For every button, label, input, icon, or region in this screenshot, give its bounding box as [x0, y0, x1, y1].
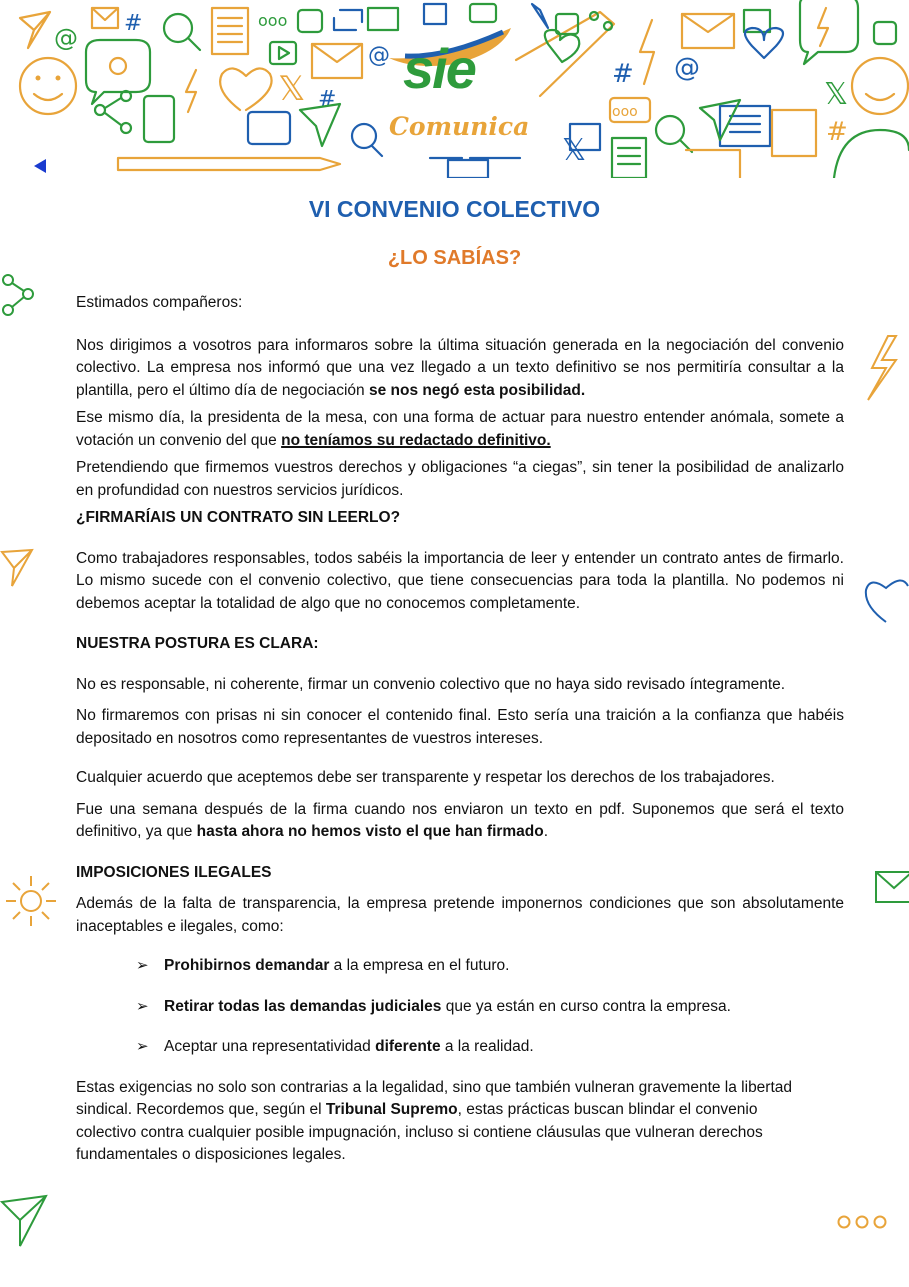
document-body [76, 292, 844, 1167]
svg-text:#: # [612, 59, 634, 89]
heading-posture: NUESTRA POSTURA ES CLARA: [76, 635, 319, 652]
paper-plane-bottom-icon [0, 1194, 48, 1250]
svg-text:#: # [826, 117, 848, 147]
paper-plane-deco-icon [0, 548, 36, 588]
svg-text:𝕏: 𝕏 [824, 77, 849, 112]
greeting: Estimados compañeros: [76, 294, 243, 311]
arrow-bullet-icon: ➢ [136, 957, 149, 974]
envelope-deco-icon [874, 870, 909, 906]
arrow-bullet-icon: ➢ [136, 1038, 149, 1055]
heart-deco-icon [862, 572, 909, 628]
paragraph-2: Ese mismo día, la presidenta de la mesa, con una forma de actuar para nuestro entender anómala, somete a votación un convenio del que no teníamos su redactado definitivo. [76, 409, 844, 449]
paragraph-10: Estas exigencias no solo son contrarias a la legalidad, sino que también vulneran gravemente la libertad sindical. Recordemos que, según el Tribunal Supremo, estas prácticas buscan blindar el convenio colectivo contra cualquier posible impugnación, incluso si contiene cláusulas que vulneran derechos fundamentales o disposiciones legales. [76, 1078, 793, 1163]
svg-text:@: @ [368, 43, 390, 68]
list-item: ➢ Retirar todas las demandas judiciales que ya están en curso contra la empresa. [76, 996, 844, 1019]
svg-text:@: @ [54, 24, 78, 52]
sie-logo [385, 22, 535, 150]
share-deco-icon [0, 272, 40, 320]
svg-text:ooo: ooo [258, 11, 288, 30]
page-subtitle: ¿LO SABÍAS? [387, 247, 522, 269]
paragraph-9: Además de la falta de transparencia, la empresa pretende imponernos condiciones que son absolutamente inaceptables e ilegales, como: [76, 895, 844, 935]
svg-text:ooo: ooo [612, 104, 638, 120]
svg-text:𝕏: 𝕏 [562, 133, 587, 168]
paragraph-4: Como trabajadores responsables, todos sabéis la importancia de leer y entender un contrato antes de firmarlo. Lo mismo sucede con el convenio colectivo, que tiene consecuencias para toda la plantilla. No podemos ni debemos aceptar la totalidad de algo que no conocemos completamente. [76, 549, 844, 612]
header-banner [0, 0, 909, 178]
logo-text: sie [403, 37, 475, 100]
page-title: VI CONVENIO COLECTIVO [308, 196, 601, 222]
list-item: ➢ Aceptar una representatividad diferente a la realidad. [76, 1036, 844, 1059]
conditions-list [76, 955, 844, 1059]
paragraph-8: Fue una semana después de la firma cuando nos enviaron un texto en pdf. Suponemos que será el texto definitivo, ya que hasta ahora no hemos visto el que han firmado. [76, 800, 844, 840]
paragraph-1: Nos dirigimos a vosotros para informaros sobre la última situación generada en la negociación del convenio colectivo. La empresa nos informó que una vez llegado a un texto definitivo se nos permitiría consultar a la plantilla, pero el último día de negociación se nos negó esta posibilidad. [76, 336, 844, 399]
svg-text:#: # [124, 11, 143, 36]
back-arrow-icon[interactable] [32, 158, 48, 174]
paragraph-3: Pretendiendo que firmemos vuestros derechos y obligaciones “a ciegas”, sin tener la posibilidad de analizarlo en profundidad con nuestros servicios jurídicos. [76, 459, 844, 499]
heading-contract: ¿FIRMARÍAIS UN CONTRATO SIN LEERLO? [76, 509, 401, 526]
arrow-bullet-icon: ➢ [136, 997, 149, 1015]
svg-text:#: # [318, 87, 337, 112]
heading-illegal: IMPOSICIONES ILEGALES [76, 863, 272, 881]
sun-deco-icon [4, 874, 58, 928]
logo-subtext: Comunica [389, 112, 530, 141]
paragraph-6: No firmaremos con prisas ni sin conocer el contenido final. Esto sería una traición a la confianza que habéis depositado en nosotros como representantes de vuestros intereses. [76, 707, 844, 747]
paragraph-7: Cualquier acuerdo que aceptemos debe ser transparente y respetar los derechos de los trabajadores. [76, 769, 775, 786]
list-item: ➢ Prohibirnos demandar a la empresa en el futuro. [76, 955, 844, 978]
svg-text:@: @ [674, 53, 700, 83]
lightning-deco-icon [862, 334, 902, 402]
svg-text:𝕏: 𝕏 [278, 69, 306, 109]
dots-deco-icon [836, 1214, 888, 1230]
paragraph-5: No es responsable, ni coherente, firmar un convenio colectivo que no haya sido revisado íntegramente. [76, 675, 786, 693]
